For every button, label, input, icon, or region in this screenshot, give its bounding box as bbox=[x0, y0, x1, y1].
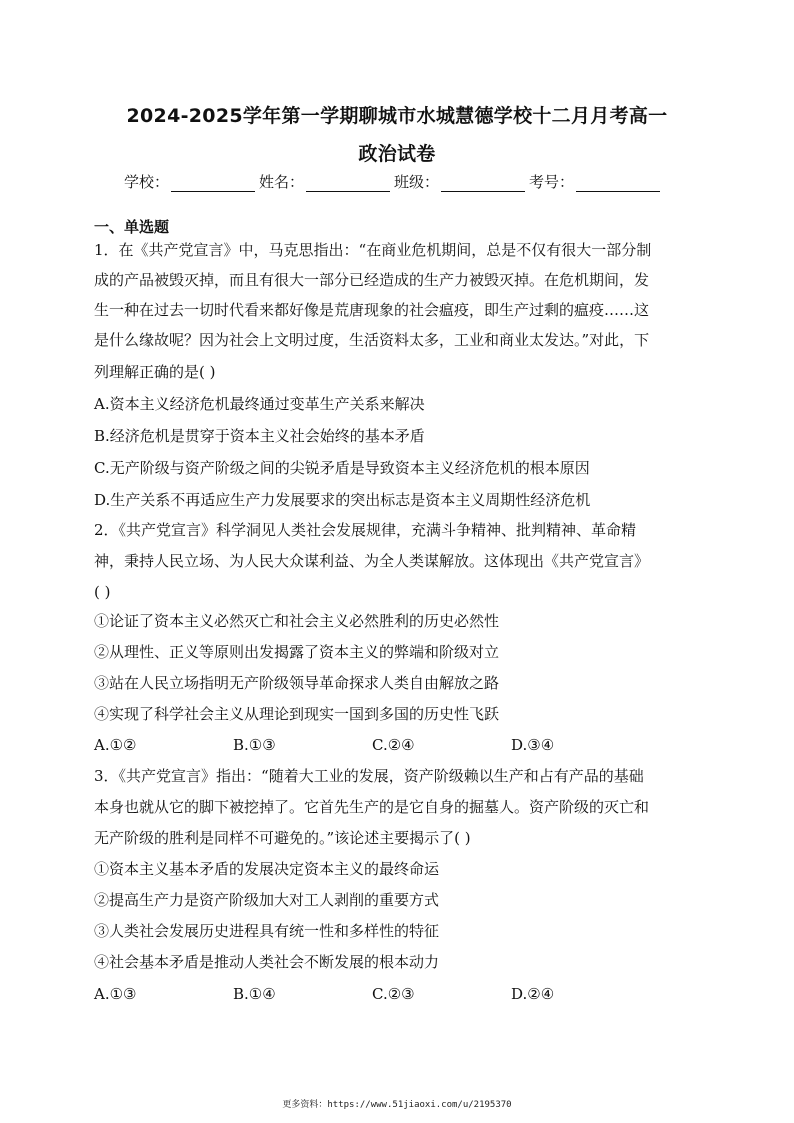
q3-stem-line: 3．《共产党宣言》指出：“随着大工业的发展，资产阶级赖以生产和占有产品的基础 bbox=[94, 767, 644, 785]
q2-statement: ②从理性、正义等原则出发揭露了资本主义的弊端和阶级对立 bbox=[94, 643, 500, 661]
q1-option-a: A.资本主义经济危机最终通过变革生产关系来解决 bbox=[94, 395, 425, 413]
q3-option-b: B.①④ bbox=[233, 985, 276, 1003]
exam-number-blank bbox=[576, 174, 660, 192]
q1-option-b: B.经济危机是贯穿于资本主义社会始终的基本矛盾 bbox=[94, 427, 425, 445]
q3-statement: ①资本主义基本矛盾的发展决定资本主义的最终命运 bbox=[94, 860, 440, 878]
school-field bbox=[124, 171, 255, 192]
q3-option-a: A.①③ bbox=[94, 985, 137, 1003]
q3-statement: ②提高生产力是资产阶级加大对工人剥削的重要方式 bbox=[94, 891, 440, 909]
exam-number-label: 考号： bbox=[529, 173, 575, 191]
q1-stem-line: 列理解正确的是( ) bbox=[94, 363, 216, 381]
exam-subtitle: 政治试卷 bbox=[358, 143, 436, 165]
q1-option-d: D.生产关系不再适应生产力发展要求的突出标志是资本主义周期性经济危机 bbox=[94, 491, 591, 509]
exam-number-field bbox=[529, 171, 660, 192]
footer-link-text[interactable]: 更多资料：https://www.51jiaoxi.com/u/2195370 bbox=[282, 1100, 512, 1110]
q1-stem-line: 1．在《共产党宣言》中，马克思指出：“在商业危机期间，总是不仅有很大一部分制 bbox=[94, 241, 652, 259]
q3-option-c: C.②③ bbox=[372, 985, 415, 1003]
student-info-row bbox=[124, 171, 664, 192]
q2-option-d: D.③④ bbox=[511, 736, 555, 754]
q1-stem-line: 成的产品被毁灭掉，而且有很大一部分已经造成的生产力被毁灭掉。在危机期间，发 bbox=[94, 271, 650, 289]
name-label: 姓名： bbox=[259, 173, 305, 191]
q2-option-c: C.②④ bbox=[372, 736, 415, 754]
class-field bbox=[394, 171, 525, 192]
q2-option-b: B.①③ bbox=[233, 736, 276, 754]
q3-stem-line: 本身也就从它的脚下被挖掉了。它首先生产的是它自身的掘墓人。资产阶级的灭亡和 bbox=[94, 798, 650, 816]
name-field bbox=[259, 171, 390, 192]
name-blank bbox=[306, 174, 390, 192]
q2-statement: ④实现了科学社会主义从理论到现实一国到多国的历史性飞跃 bbox=[94, 705, 500, 723]
section-heading: 一、单选题 bbox=[94, 218, 170, 236]
q3-statement: ④社会基本矛盾是推动人类社会不断发展的根本动力 bbox=[94, 953, 440, 971]
q2-stem-line: ( ) bbox=[94, 583, 111, 601]
class-label: 班级： bbox=[394, 173, 440, 191]
q3-option-d: D.②④ bbox=[511, 985, 555, 1003]
exam-title: 2024-2025学年第一学期聊城市水城慧德学校十二月月考高一 bbox=[126, 105, 668, 127]
class-blank bbox=[441, 174, 525, 192]
q1-option-c: C.无产阶级与资产阶级之间的尖锐矛盾是导致资本主义经济危机的根本原因 bbox=[94, 459, 590, 477]
q3-stem-line: 无产阶级的胜利是同样不可避免的。”该论述主要揭示了( ) bbox=[94, 829, 471, 847]
school-label: 学校： bbox=[124, 173, 170, 191]
q2-stem-line: 2．《共产党宣言》科学洞见人类社会发展规律，充满斗争精神、批判精神、革命精 bbox=[94, 521, 637, 539]
q2-statement: ①论证了资本主义必然灭亡和社会主义必然胜利的历史必然性 bbox=[94, 612, 500, 630]
q2-statement: ③站在人民立场指明无产阶级领导革命探求人类自由解放之路 bbox=[94, 674, 500, 692]
q1-stem-line: 生一种在过去一切时代看来都好像是荒唐现象的社会瘟疫，即生产过剩的瘟疫……这 bbox=[94, 301, 650, 319]
q1-stem-line: 是什么缘故呢？因为社会上文明过度，生活资料太多，工业和商业太发达。”对此，下 bbox=[94, 331, 650, 349]
q2-option-a: A.①② bbox=[94, 736, 137, 754]
school-blank bbox=[171, 174, 255, 192]
q2-stem-line: 神，秉持人民立场、为人民大众谋利益、为全人类谋解放。这体现出《共产党宣言》 bbox=[94, 552, 650, 570]
q3-statement: ③人类社会发展历史进程具有统一性和多样性的特征 bbox=[94, 922, 440, 940]
